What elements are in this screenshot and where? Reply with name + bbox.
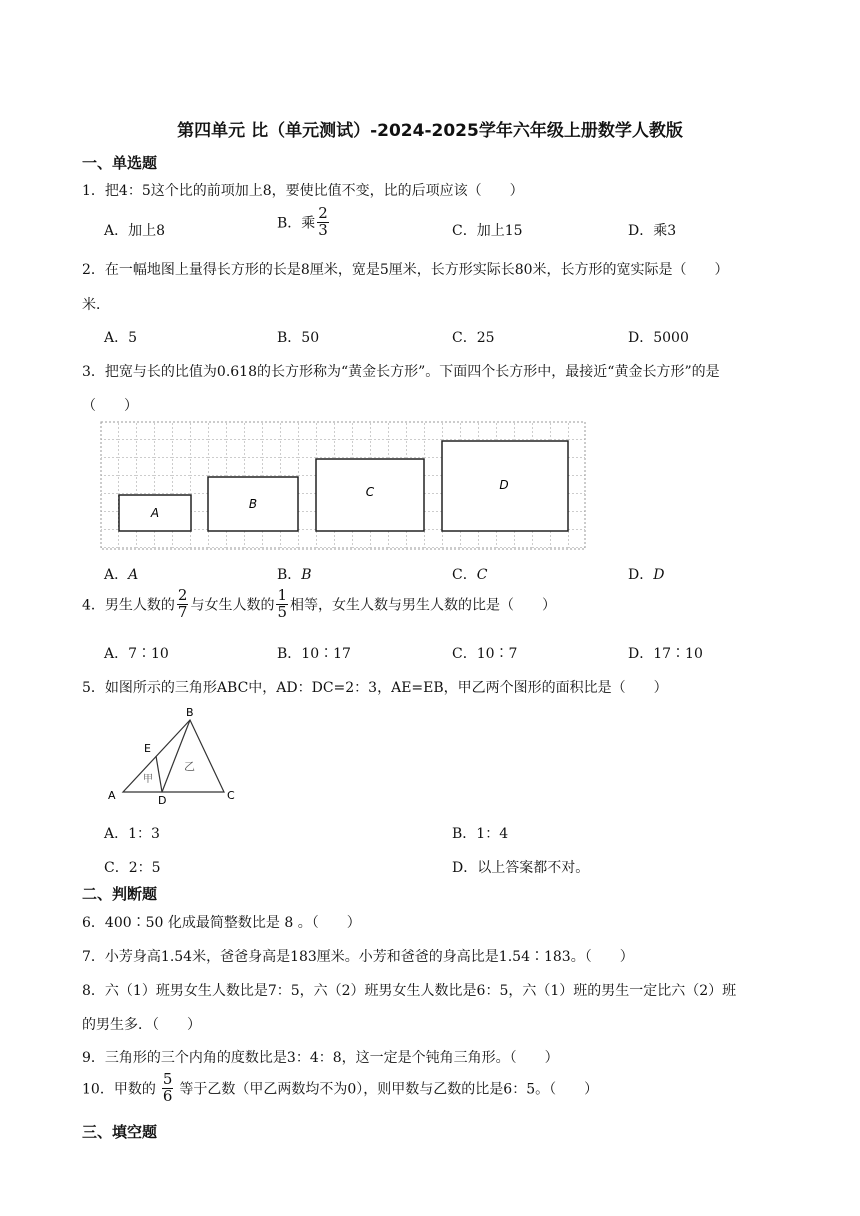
segment-db (162, 720, 190, 792)
question-8-line-1: 8．六（1）班男女生人数比是7：5，六（2）班男女生人数比是6：5，六（1）班的男生一定比六（2）班 (82, 983, 737, 999)
segment-ed (156, 756, 162, 792)
vertex-a-label: A (108, 789, 116, 802)
question-2-line-1: 2．在一幅地图上量得长方形的长是8厘米，宽是5厘米，长方形实际长80米，长方形的宽实际是（ ） (82, 262, 729, 278)
q1-option-d[interactable]: D．乘3 (628, 223, 677, 239)
region-jia-label: 甲 (143, 774, 153, 785)
question-9-text: 9．三角形的三个内角的度数比是3：4：8，这一定是个钝角三角形。（ ） (82, 1050, 559, 1066)
rectangle-b-label: B (248, 497, 258, 511)
q3-option-b[interactable]: B．B (277, 567, 312, 583)
question-3-line-2: （ ） (82, 398, 138, 414)
vertex-b-label: B (186, 706, 194, 719)
q5-option-b[interactable]: B．1：4 (452, 826, 509, 842)
rectangle-d-label: D (499, 478, 509, 492)
question-4-text: 4．男生人数的 $\frac{2}{7}$ 与女生人数的 $\frac{1}{5}$ 相等，女生人数与男生人数的比是（ ） (82, 586, 557, 621)
question-10-text: 10．甲数的 $\frac{5}{6}$ 等于乙数（甲乙两数均不为0），则甲数与乙数的比是6：5。（ ） (82, 1070, 599, 1105)
vertex-d-label: D (158, 794, 167, 807)
q4-option-d[interactable]: D．17∶10 (628, 646, 703, 662)
q2-option-b[interactable]: B．50 (277, 330, 320, 346)
section-heading-true-false: 二、判断题 (82, 885, 158, 903)
vertex-c-label: C (227, 789, 235, 802)
rectangle-c-label: C (365, 485, 375, 499)
triangle-abc (123, 720, 224, 792)
section-heading-single-choice: 一、单选题 (82, 154, 158, 172)
q1-option-b-prefix: B．乘 (277, 215, 316, 232)
page-title: 第四单元 比（单元测试）-2024-2025学年六年级上册数学人教版 (177, 121, 683, 141)
question-1-text: 1．把4：5这个比的前项加上8，要使比值不变，比的后项应该（ ） (82, 183, 524, 199)
q3-option-c[interactable]: C．C (452, 567, 488, 583)
section-heading-fill-blank: 三、填空题 (82, 1123, 158, 1141)
question-2-line-2: 米． (82, 297, 110, 313)
q4-option-c[interactable]: C．10∶7 (452, 646, 518, 662)
q3-option-d[interactable]: D．D (628, 567, 665, 583)
q1-option-b[interactable] (277, 206, 331, 239)
q1-option-b-fraction: $\frac{2}{3}$ (318, 204, 328, 239)
question-7-text: 7．小芳身高1.54米，爸爸身高是183厘米。小芳和爸爸的身高比是1.54∶183。（ ） (82, 949, 634, 965)
q5-option-c[interactable]: C．2：5 (104, 860, 161, 876)
q5-option-a[interactable]: A．1：3 (104, 826, 160, 842)
triangle-abc-figure (100, 702, 250, 810)
q1-option-a[interactable]: A．加上8 (104, 223, 166, 239)
question-6-text: 6．400∶50 化成最简整数比是 8 。（ ） (82, 915, 361, 931)
q2-option-a[interactable]: A．5 (104, 330, 138, 346)
rectangle-a-label: A (150, 506, 160, 520)
vertex-e-label: E (144, 742, 151, 755)
q4-option-a[interactable]: A．7∶10 (104, 646, 169, 662)
q2-option-d[interactable]: D．5000 (628, 330, 689, 346)
question-3-line-1: 3．把宽与长的比值为0.618的长方形称为“黄金长方形”。下面四个长方形中，最接近“黄金长方形”的是 (82, 364, 720, 380)
golden-rectangle-grid-figure (100, 421, 586, 551)
q2-option-c[interactable]: C．25 (452, 330, 495, 346)
q5-option-d[interactable]: D．以上答案都不对。 (452, 860, 590, 876)
q1-option-c[interactable]: C．加上15 (452, 223, 523, 239)
region-yi-label: 乙 (184, 760, 195, 773)
question-5-text: 5．如图所示的三角形ABC中，AD：DC=2：3，AE=EB，甲乙两个图形的面积比是（ ） (82, 680, 668, 696)
q4-option-b[interactable]: B．10∶17 (277, 646, 351, 662)
question-8-line-2: 的男生多．（ ） (82, 1017, 201, 1033)
q3-option-a[interactable]: A．A (104, 567, 139, 583)
